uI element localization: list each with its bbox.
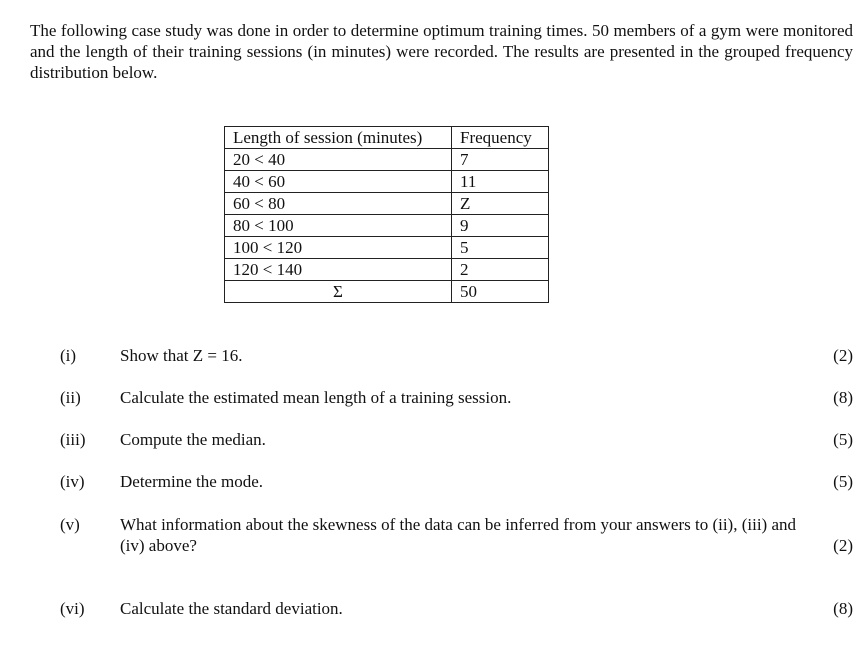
sum-symbol-cell: Σ — [225, 281, 452, 303]
question-number: (v) — [60, 515, 80, 534]
table-row — [225, 193, 549, 215]
table-header-row — [225, 127, 549, 149]
column-header-frequency: Frequency — [452, 127, 549, 149]
question-marks: (8) — [833, 599, 853, 618]
table-total-row — [225, 281, 549, 303]
table-row — [225, 171, 549, 193]
frequency-cell: 5 — [452, 237, 549, 259]
frequency-cell: 11 — [452, 171, 549, 193]
question-marks: (2) — [833, 536, 853, 555]
interval-cell: 40 < 60 — [225, 171, 452, 193]
interval-cell: 100 < 120 — [225, 237, 452, 259]
interval-cell: 60 < 80 — [225, 193, 452, 215]
question-text-line1: What information about the skewness of the data can be inferred from your answers to (ii), (iii) and — [120, 515, 796, 534]
interval-cell: 80 < 100 — [225, 215, 452, 237]
interval-cell: 120 < 140 — [225, 259, 452, 281]
table-row — [225, 237, 549, 259]
question-number: (ii) — [60, 388, 81, 407]
interval-cell: 20 < 40 — [225, 149, 452, 171]
frequency-cell: 2 — [452, 259, 549, 281]
frequency-cell: 7 — [452, 149, 549, 171]
frequency-cell: 9 — [452, 215, 549, 237]
question-text: Calculate the standard deviation. — [120, 599, 343, 618]
intro-paragraph: The following case study was done in order to determine optimum training times. 50 members of a gym were monitored and the length of their training sessions (in minutes) were recorded. The results are presented in the grouped frequency distribution below. — [30, 21, 853, 82]
frequency-cell: Z — [452, 193, 549, 215]
question-number: (iii) — [60, 430, 86, 449]
total-frequency-cell: 50 — [452, 281, 549, 303]
table-row — [225, 215, 549, 237]
table-row — [225, 149, 549, 171]
question-text: Show that Z = 16. — [120, 346, 243, 365]
question-number: (i) — [60, 346, 77, 365]
frequency-table — [224, 126, 549, 303]
question-text: Calculate the estimated mean length of a training session. — [120, 388, 512, 407]
question-marks: (2) — [833, 346, 853, 365]
question-number: (vi) — [60, 599, 85, 618]
table-row — [225, 259, 549, 281]
question-text-line2: (iv) above? — [120, 536, 197, 555]
question-marks: (8) — [833, 388, 853, 407]
column-header-length: Length of session (minutes) — [225, 127, 452, 149]
question-number: (iv) — [60, 472, 85, 491]
question-text: Compute the median. — [120, 430, 266, 449]
question-marks: (5) — [833, 430, 853, 449]
question-marks: (5) — [833, 472, 853, 491]
question-text: Determine the mode. — [120, 472, 264, 491]
